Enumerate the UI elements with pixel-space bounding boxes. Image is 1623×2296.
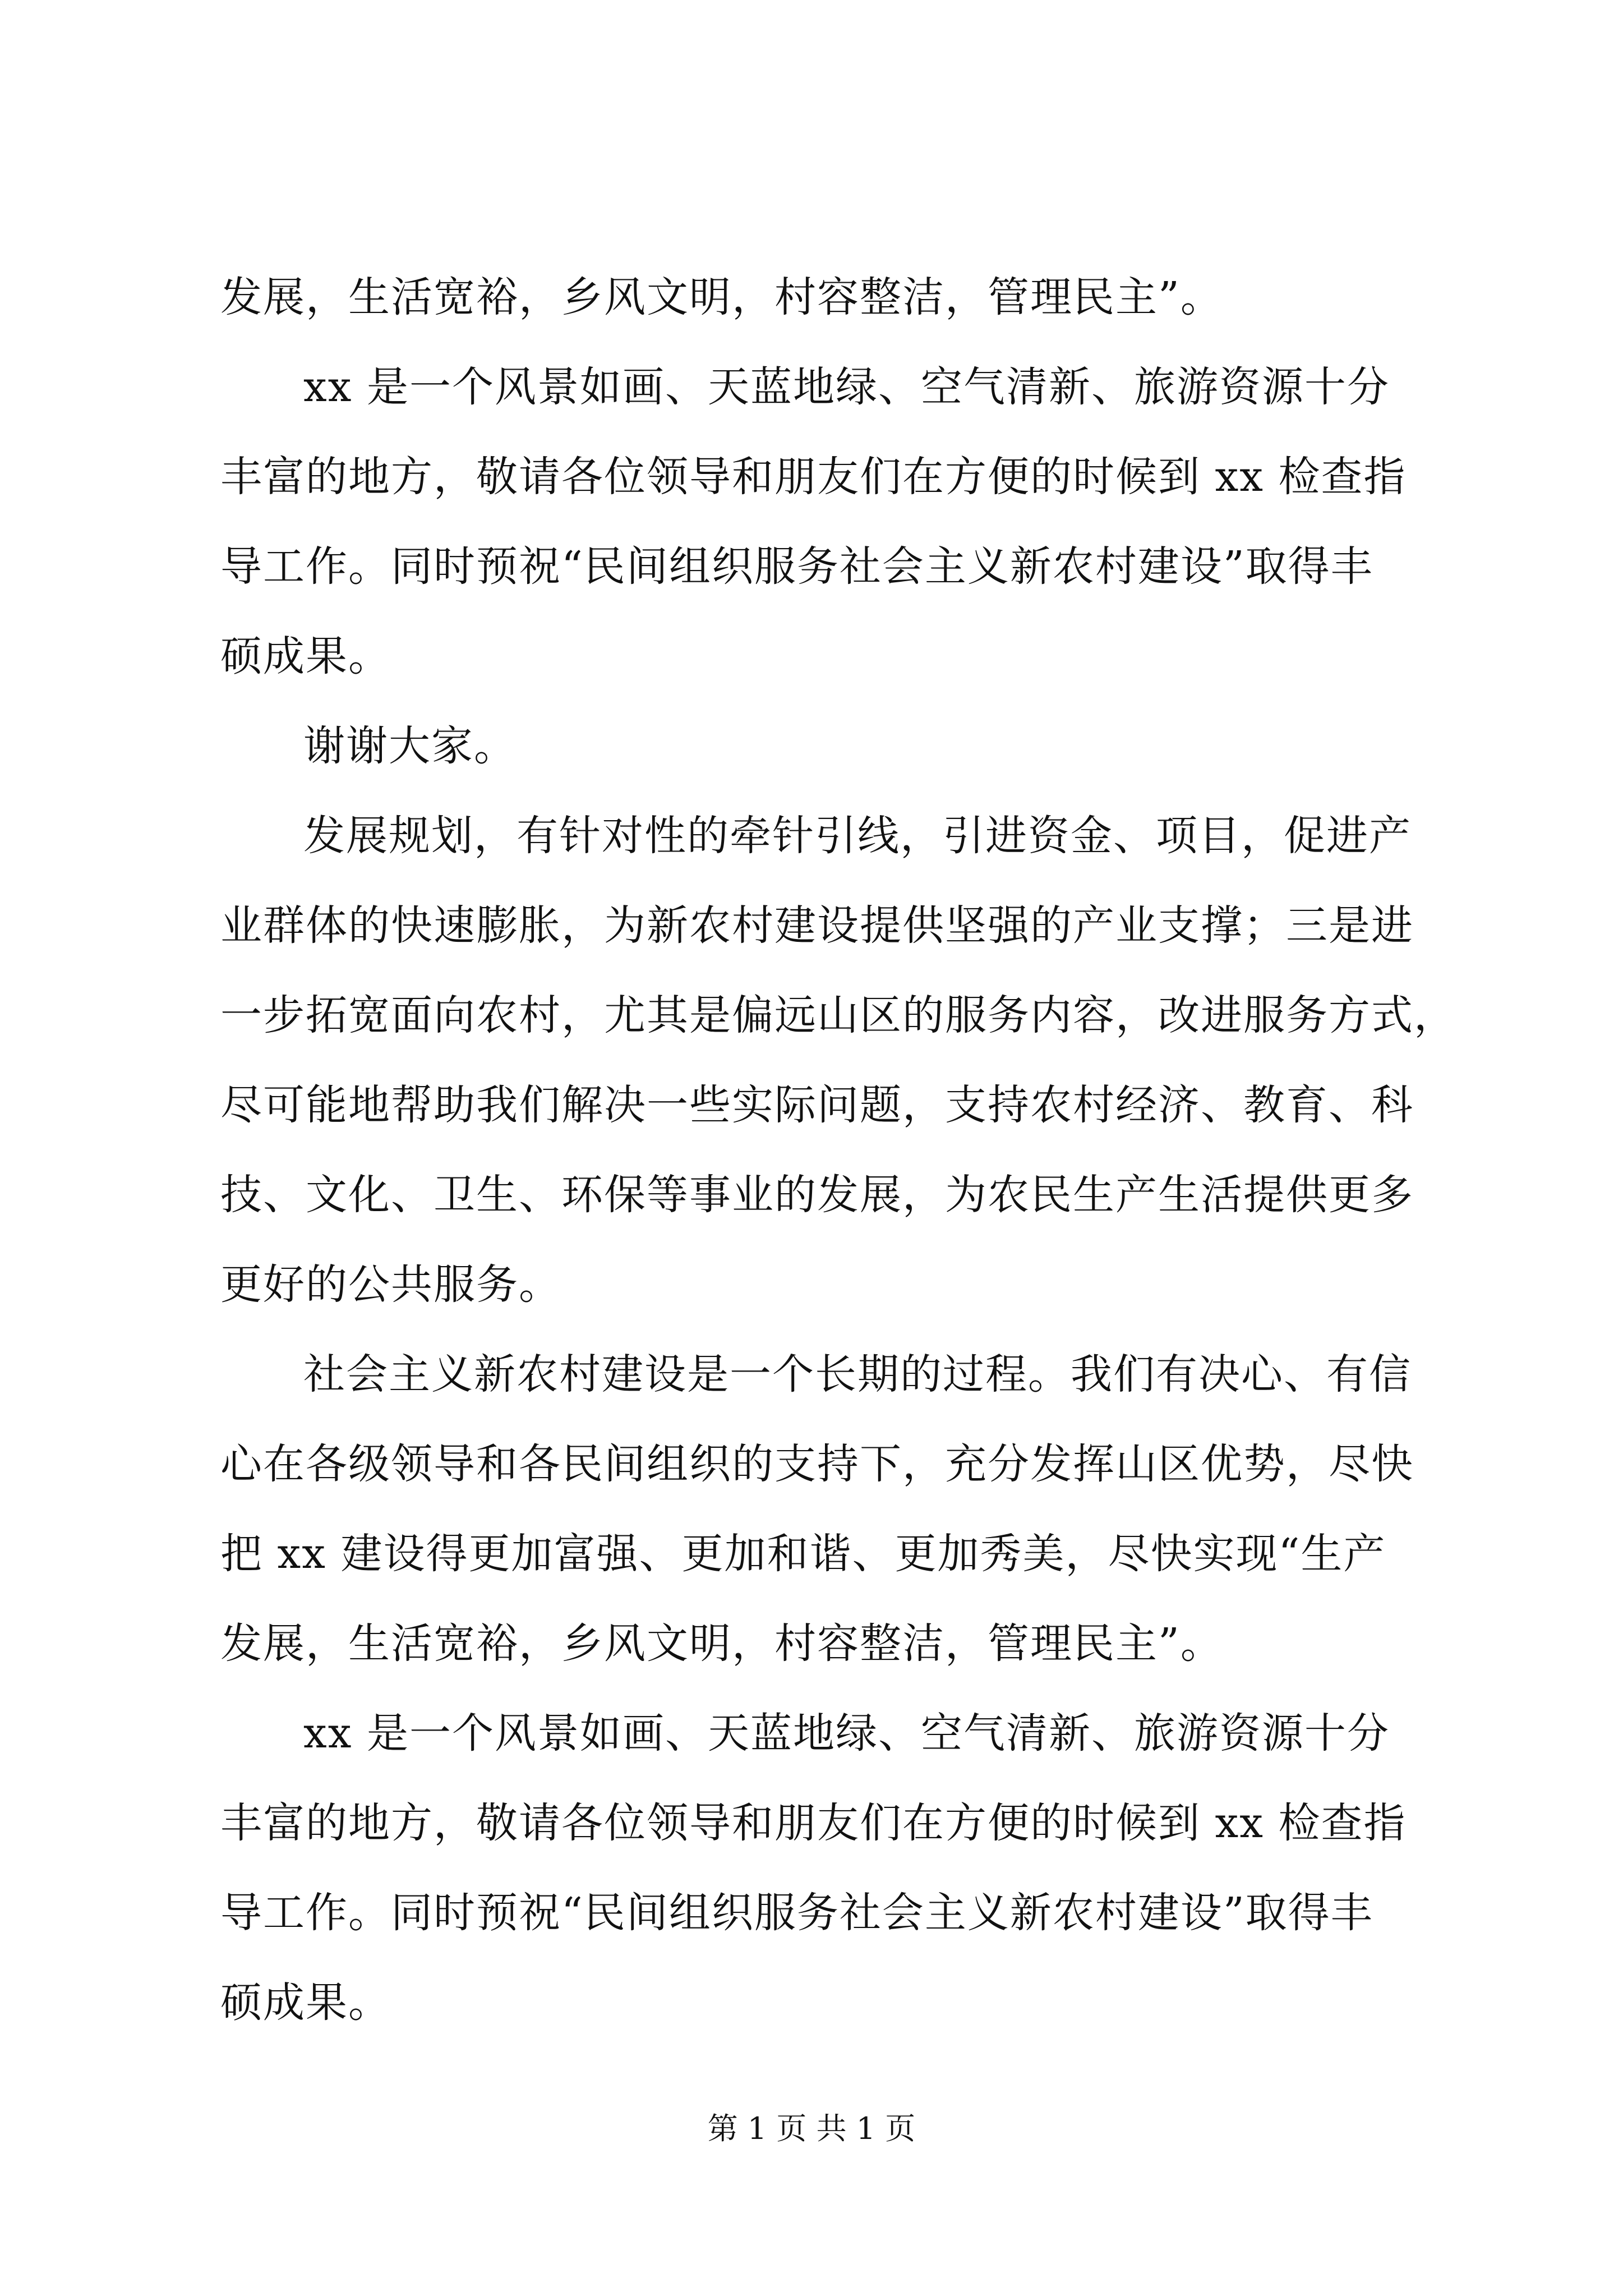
- paragraph-line: 把 xx 建设得更加富强、更加和谐、更加秀美，尽快实现“生产: [220, 1530, 1386, 1578]
- paragraph-line: 谢谢大家。: [303, 722, 517, 770]
- paragraph-line: 更好的公共服务。: [220, 1260, 561, 1309]
- paragraph-line: 一步拓宽面向农村，尤其是偏远山区的服务内容，改进服务方式，: [220, 991, 1456, 1039]
- paragraph-line: 丰富的地方，敬请各位领导和朋友们在方便的时候到 xx 检查指: [220, 453, 1407, 501]
- paragraph-line: 技、文化、卫生、环保等事业的发展，为农民生产生活提供更多: [220, 1171, 1414, 1219]
- page-footer: [0, 2109, 1623, 2148]
- paragraph-line: 发展，生活宽裕，乡风文明，村容整洁，管理民主”。: [220, 273, 1223, 321]
- paragraph-line: 发展规划，有针对性的牵针引线，引进资金、项目，促进产: [303, 812, 1412, 860]
- paragraph-line: 业群体的快速膨胀，为新农村建设提供坚强的产业支撑；三是进: [220, 901, 1414, 950]
- paragraph-line: 尽可能地帮助我们解决一些实际问题，支持农村经济、教育、科: [220, 1081, 1414, 1129]
- paragraph-line: 发展，生活宽裕，乡风文明，村容整洁，管理民主”。: [220, 1619, 1223, 1668]
- paragraph-line: 导工作。同时预祝“民间组织服务社会主义新农村建设”取得丰: [220, 1889, 1373, 1937]
- paragraph-line: 硕成果。: [220, 1978, 391, 2027]
- paragraph-line: 丰富的地方，敬请各位领导和朋友们在方便的时候到 xx 检查指: [220, 1799, 1407, 1847]
- document-body: [220, 252, 1456, 2047]
- page-number-label: 第 1 页 共 1 页: [707, 2111, 916, 2146]
- paragraph-line: xx 是一个风景如画、天蓝地绿、空气清新、旅游资源十分: [303, 1709, 1390, 1757]
- paragraph-line: 导工作。同时预祝“民间组织服务社会主义新农村建设”取得丰: [220, 542, 1373, 591]
- paragraph-line: 硕成果。: [220, 632, 391, 680]
- paragraph-line: 心在各级领导和各民间组织的支持下，充分发挥山区优势，尽快: [220, 1440, 1414, 1488]
- paragraph-line: xx 是一个风景如画、天蓝地绿、空气清新、旅游资源十分: [303, 363, 1390, 411]
- paragraph-line: 社会主义新农村建设是一个长期的过程。我们有决心、有信: [303, 1350, 1412, 1398]
